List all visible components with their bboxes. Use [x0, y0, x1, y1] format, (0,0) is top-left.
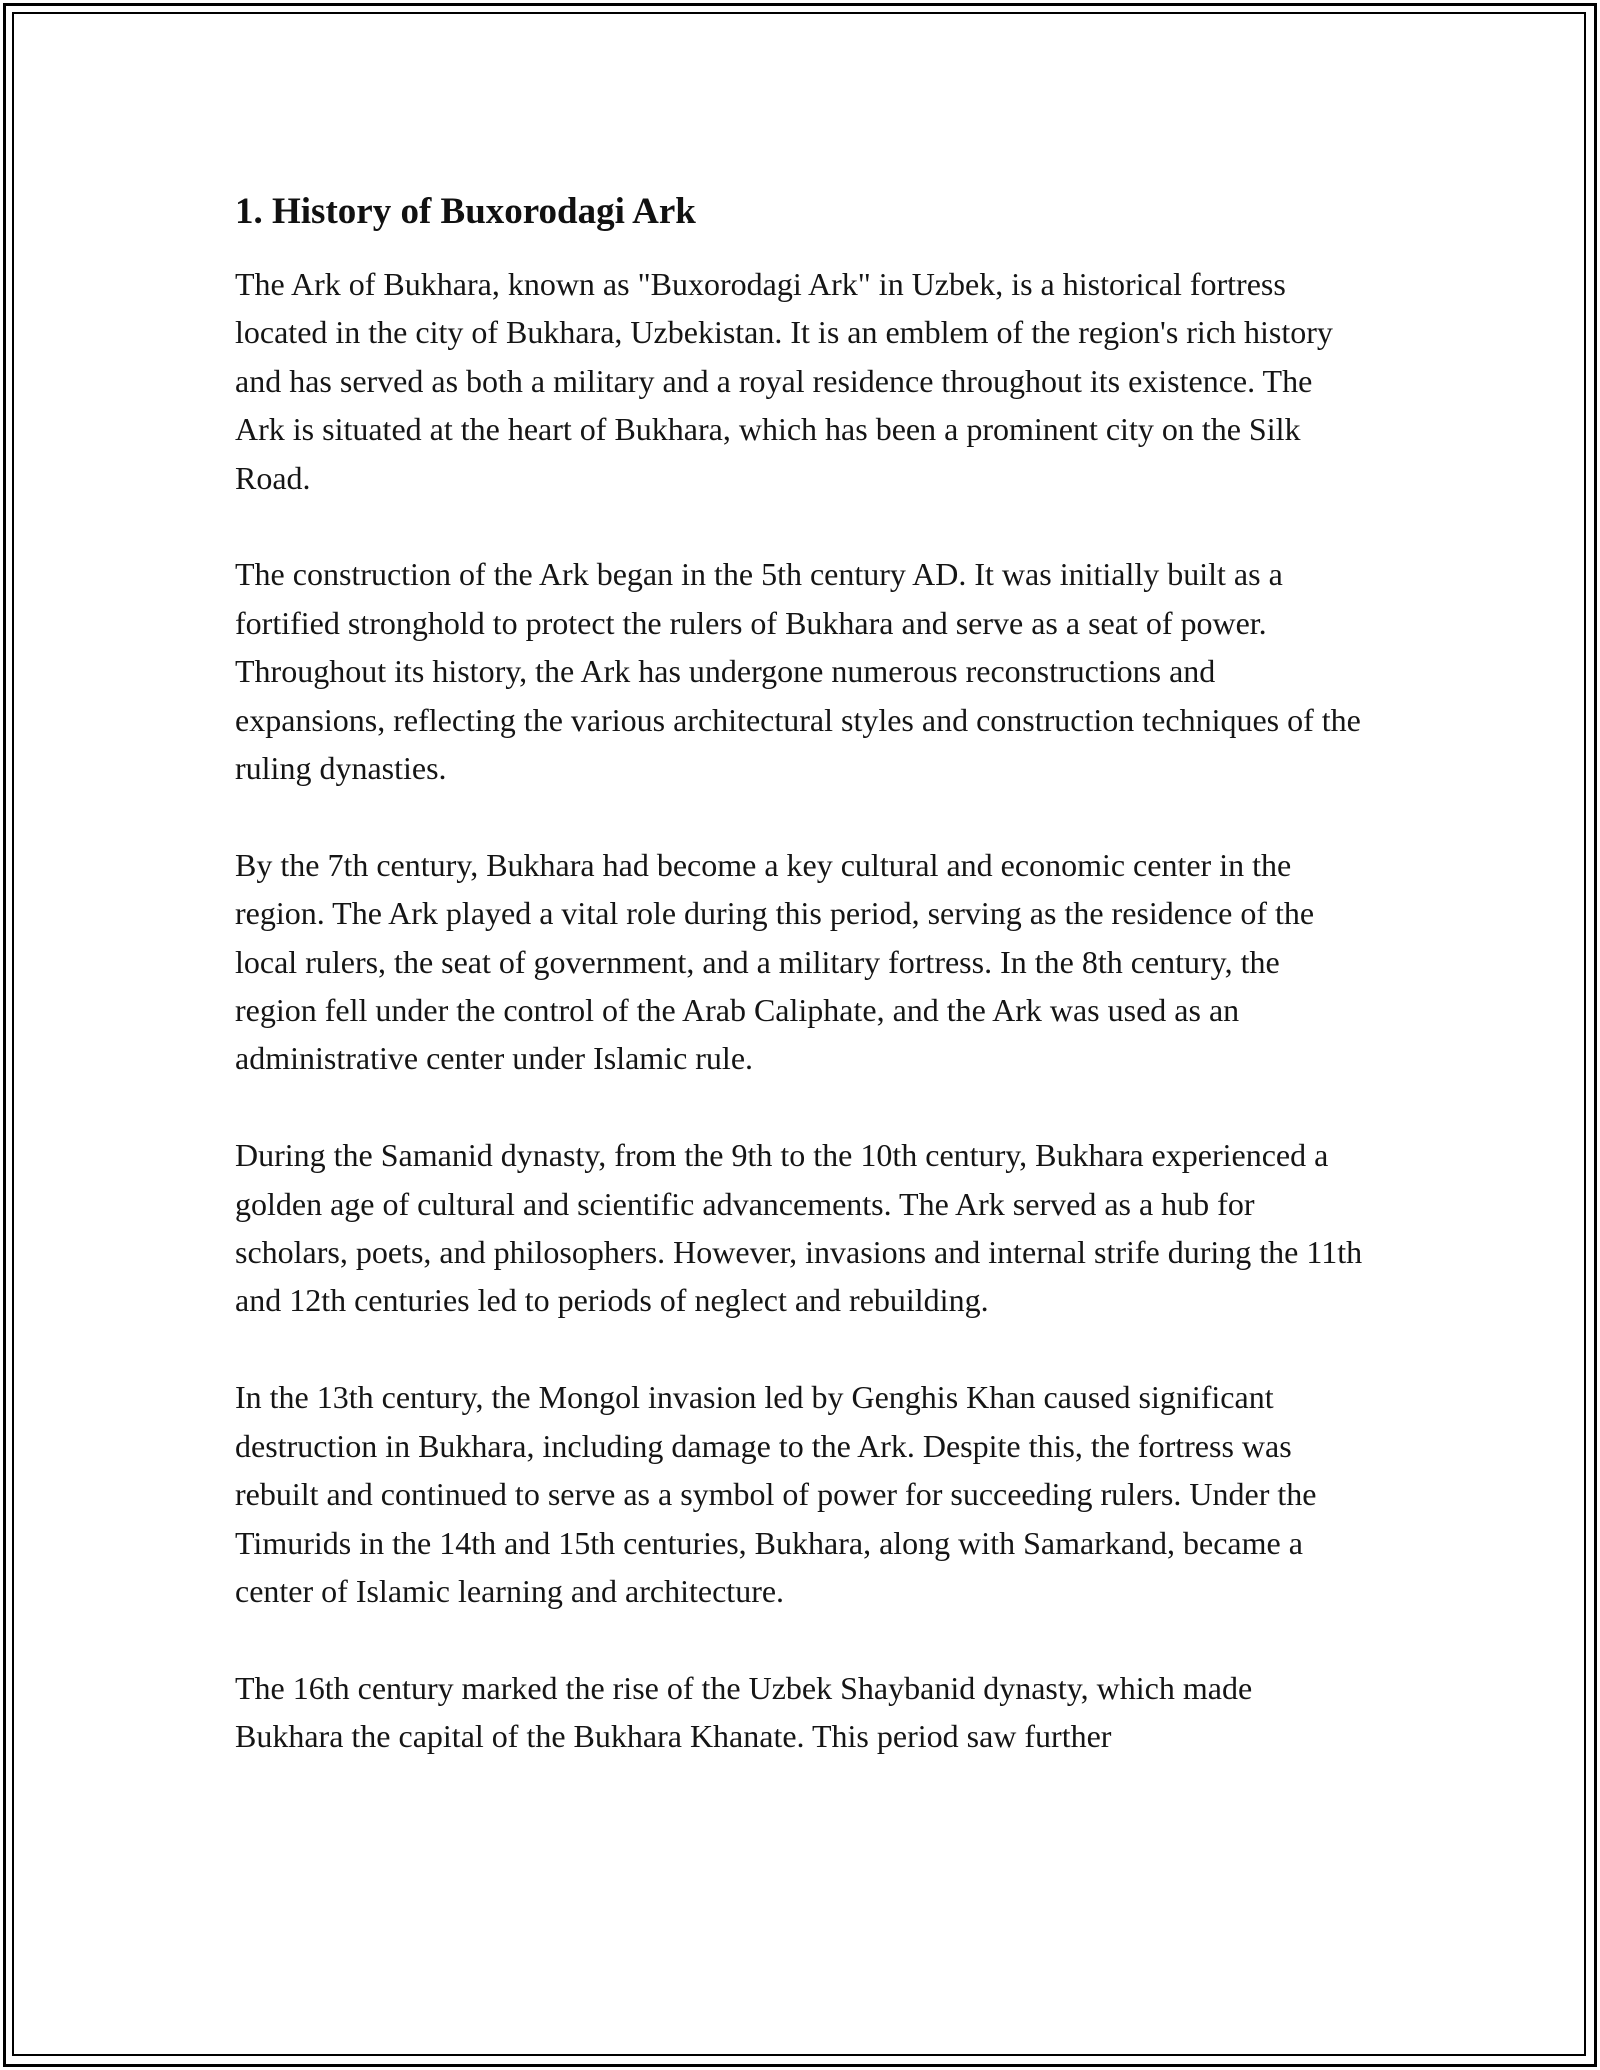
document-body	[235, 186, 1365, 1809]
paragraph-7th-century: By the 7th century, Bukhara had become a key cultural and economic center in the region. The Ark played a vital role during this period, serving as the residence of the local rulers, the seat of government, and a military fortress. In the 8th century, the region fell under the control of the Arab Caliphate, and the Ark was used as an administrative center under Islamic rule.	[235, 846, 1315, 1077]
paragraph-intro: The Ark of Bukhara, known as "Buxorodagi Ark" in Uzbek, is a historical fortress located in the city of Bukhara, Uzbekistan. It is an emblem of the region's rich history and has served as both a military and a royal residence throughout its existence. The Ark is situated at the heart of Bukhara, which has been a prominent city on the Silk Road.	[235, 266, 1333, 496]
paragraph-samanid: During the Samanid dynasty, from the 9th to the 10th century, Bukhara experienced a golden age of cultural and scientific advancements. The Ark served as a hub for scholars, poets, and philosophers. However, invasions and internal strife during the 11th and 12th centuries led to periods of neglect and rebuilding.	[235, 1137, 1363, 1319]
section-heading: 1. History of Buxorodagi Ark	[235, 191, 696, 232]
paragraph-construction: The construction of the Ark began in the 5th century AD. It was initially built as a fortified stronghold to protect the rulers of Bukhara and serve as a seat of power. Throughout its history, the Ark has undergone numerous reconstructions and expansions, reflecting the various architectural styles and construction techniques of the ruling dynasties.	[235, 556, 1361, 787]
paragraph-shaybanid: The 16th century marked the rise of the Uzbek Shaybanid dynasty, which made Bukhara the capital of the Bukhara Khanate. This period saw further	[235, 1669, 1253, 1755]
paragraph-mongol: In the 13th century, the Mongol invasion led by Genghis Khan caused significant destruction in Bukhara, including damage to the Ark. Despite this, the fortress was rebuilt and continued to serve as a symbol of power for succeeding rulers. Under the Timurids in the 14th and 15th centuries, Bukhara, along with Samarkand, became a center of Islamic learning and architecture.	[235, 1379, 1317, 1609]
